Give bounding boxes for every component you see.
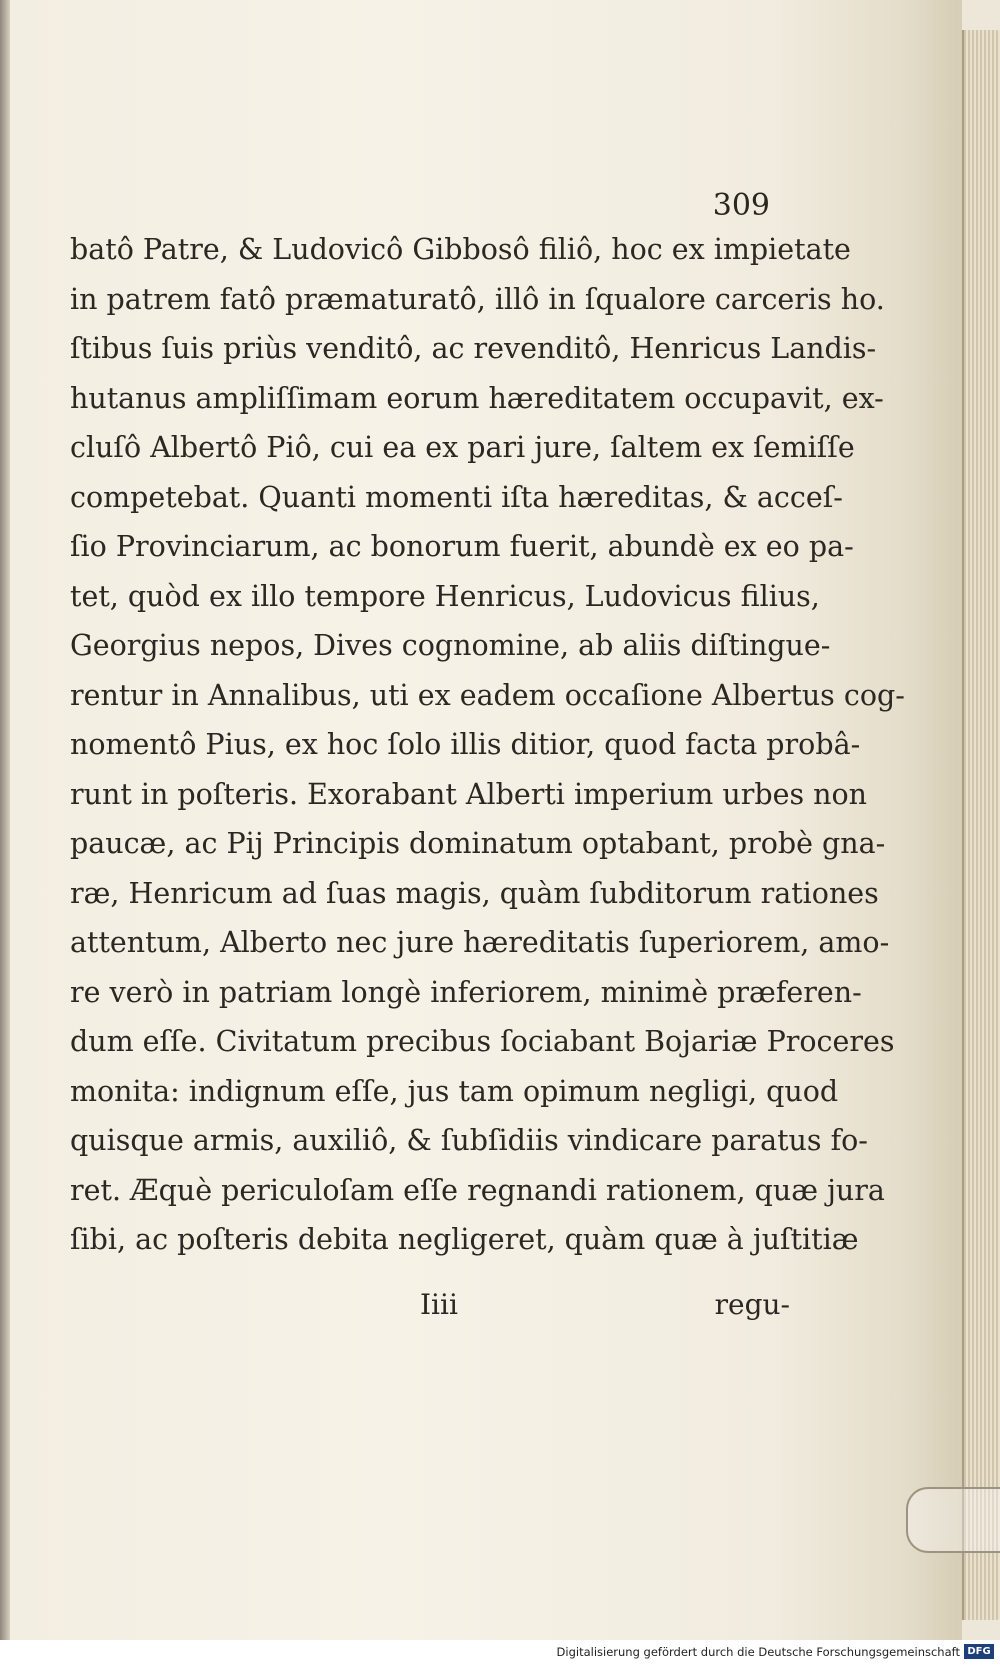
text-line: nomentô Pius, ex hoc ſolo illis ditior, quod facta probâ- — [70, 728, 861, 761]
page-edges — [962, 30, 1000, 1620]
text-line: monita: indignum eſſe, jus tam opimum negligi, quod — [70, 1074, 839, 1108]
page-number: 309 — [712, 188, 770, 223]
text-line: ret. Æquè periculoſam eſſe regnandi rationem, quæ jura — [70, 1173, 885, 1207]
text-line: tet, quòd ex illo tempore Henricus, Ludovicus filius, — [70, 579, 820, 613]
signature-mark: Iiii — [420, 1288, 458, 1321]
dfg-logo: DFG — [964, 1644, 994, 1659]
credit-text: Digitalisierung gefördert durch die Deutsche Forschungsgemeinschaft — [556, 1645, 960, 1659]
credit-bar — [0, 1640, 1000, 1665]
text-line: in patrem fatô præmaturatô, illô in ſqualore carceris ho. — [70, 282, 885, 316]
text-line: attentum, Alberto nec jure hæreditatis ſuperiorem, amo- — [70, 926, 890, 959]
body-text — [70, 225, 905, 1265]
page-footer — [70, 1288, 790, 1328]
text-line: dum eſſe. Civitatum precibus ſociabant Bojariæ Proceres — [70, 1025, 895, 1058]
text-line: hutanus ampliſſimam eorum hæreditatem occupavit, ex- — [70, 381, 884, 415]
text-line: paucæ, ac Pij Principis dominatum optabant, probè gna- — [70, 827, 886, 860]
text-line: rentur in Annalibus, uti ex eadem occaſione Albertus cog- — [70, 678, 905, 712]
text-line: ſio Provinciarum, ac bonorum fuerit, abundè ex eo pa- — [70, 530, 854, 563]
text-line: quisque armis, auxiliô, & ſubſidiis vindicare paratus fo- — [70, 1124, 868, 1157]
text-line: ræ, Henricum ad ſuas magis, quàm ſubditorum rationes — [70, 876, 879, 910]
gutter-edge — [0, 0, 10, 1640]
text-line: batô Patre, & Ludovicô Gibbosô filiô, hoc ex impietate — [70, 233, 851, 266]
text-line: runt in poſteris. Exorabant Alberti imperium urbes non — [70, 777, 868, 811]
bookmark-tab — [906, 1487, 1000, 1553]
catchword: regu- — [714, 1288, 790, 1321]
text-line: ſtibus ſuis priùs venditô, ac revenditô, Henricus Landis- — [70, 332, 877, 365]
text-line: cluſô Albertô Piô, cui ea ex pari jure, ſaltem ex ſemiſſe — [70, 431, 855, 464]
text-line: Georgius nepos, Dives cognomine, ab aliis diſtingue- — [70, 629, 831, 662]
text-line: re verò in patriam longè inferiorem, minimè præferen- — [70, 975, 862, 1009]
text-line: competebat. Quanti momenti iſta hæreditas, & acceſ- — [70, 480, 843, 514]
text-line: ſibi, ac poſteris debita negligeret, quàm quæ à juſtitiæ — [70, 1223, 859, 1256]
